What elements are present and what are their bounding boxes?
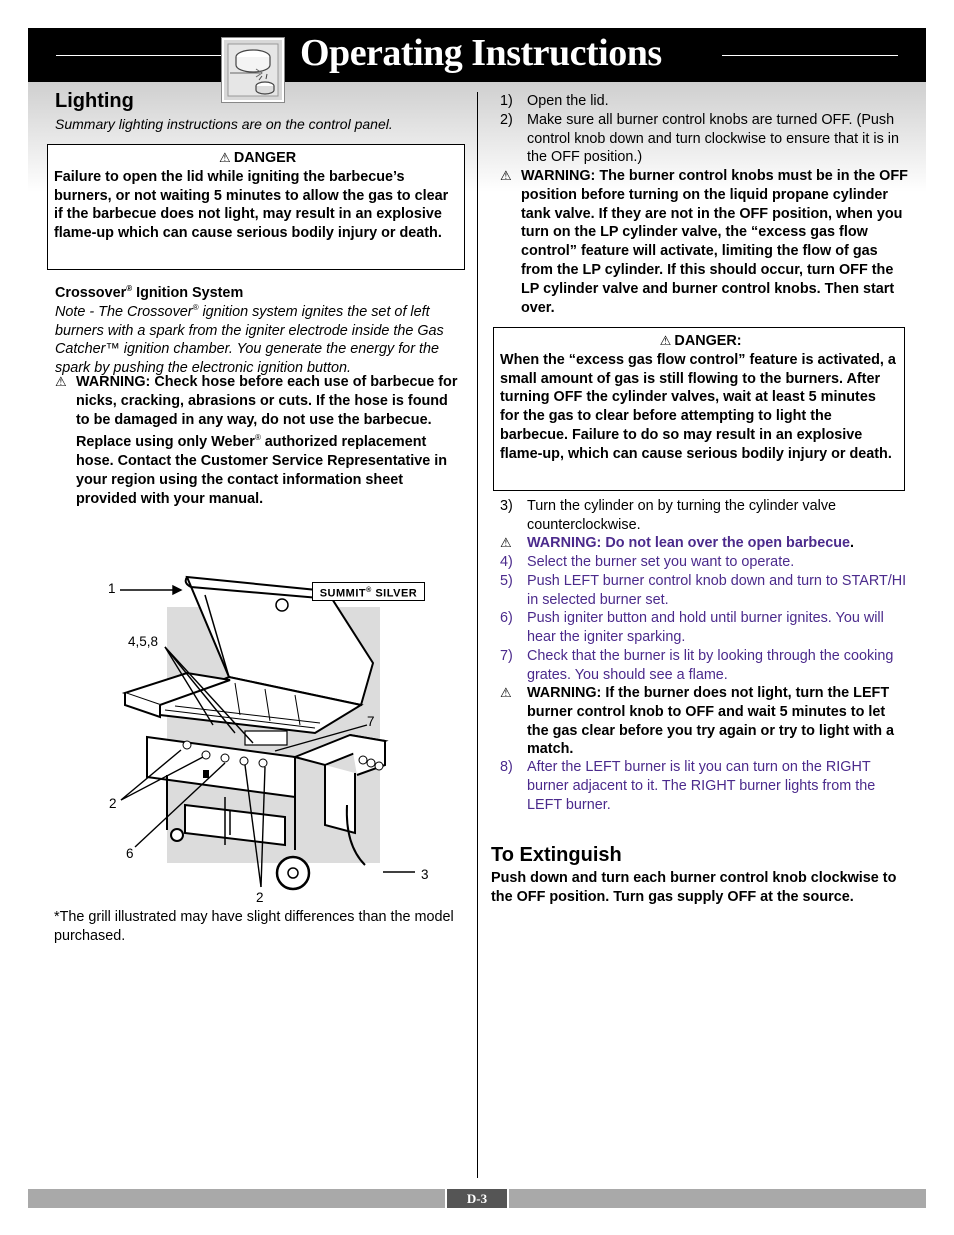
warning-triangle-icon: ⚠: [500, 685, 512, 700]
danger-title: ⚠ DANGER: [54, 149, 458, 168]
callout-3: 3: [421, 867, 429, 882]
danger-box-lid: [47, 144, 465, 270]
danger2-title: ⚠ DANGER:: [500, 332, 898, 351]
steps-1-2: [500, 92, 910, 167]
danger-box-gas-flow: [493, 327, 905, 491]
danger2-text: When the “excess gas flow control” feature is activated, a small amount of gas is still flowing to the burners. After turning OFF the cylinder valves, wait at least 5 minutes for the gas to clear before attempting to light the barbecue. Failure to do so may result in an explosive flame-up, which can cause serious bodily injury or death.: [500, 351, 896, 462]
step-3: 3) Turn the cylinder on by turning the cylinder valve counterclockwise.: [500, 498, 837, 533]
page-header: [28, 28, 926, 82]
step-2: 2) Make sure all burner control knobs are turned OFF. (Push control knob down and turn clockwise to ensure that it is in the OFF position.): [500, 111, 899, 166]
extinguish-text: Push down and turn each burner control knob clockwise to the OFF position. Turn gas supply OFF at the source.: [491, 870, 897, 905]
lighting-heading: Lighting: [55, 90, 134, 112]
step-8: 8) After the LEFT burner is lit you can turn on the RIGHT burner adjacent to it. The RIGHT burner lights from the LEFT burner.: [500, 759, 876, 813]
warning-triangle-icon: ⚠: [500, 168, 512, 183]
thermometer-icon: [276, 599, 288, 611]
knobs-warning: ⚠ WARNING: The burner control knobs must be in the OFF position before turning on the liquid propane cylinder tank valve. If they are not in the OFF position, when you turn on the LP cylinder valve, the “excess gas flow control” feature will activate, limiting the flow of gas from the LP cylinder. If this should occur, turn OFF the LP cylinder valve and burner control knobs. Then start over.: [500, 168, 908, 316]
step-4: 4) Select the burner set you want to operate.: [500, 554, 795, 570]
callout-4-5-8: 4,5,8: [128, 634, 159, 649]
grill-illustration: [95, 565, 440, 905]
warning-triangle-icon: ⚠: [500, 535, 512, 550]
step-5: 5) Push LEFT burner control knob down and turn to START/HI in selected burner set.: [500, 572, 907, 608]
step-3-list: [500, 497, 910, 535]
lean-warning: ⚠ WARNING: Do not lean over the open barbecue.: [500, 535, 855, 551]
step-1: 1) Open the lid.: [500, 93, 609, 109]
step-8-list: [500, 758, 910, 814]
callout-7: 7: [367, 714, 375, 729]
lighting-summary: Summary lighting instructions are on the control panel.: [55, 116, 393, 132]
page-number: D-3: [445, 1187, 509, 1210]
header-rule-right: [722, 55, 898, 56]
caster-wheel: [171, 829, 183, 841]
crossover-note: Note - The Crossover® ignition system ignites the set of left burners with a spark from the igniter electrode inside the Gas Catcher™ ignition chamber. You generate the energy for the spark by pushing the electronic ignition button.: [55, 303, 444, 377]
control-knob-icon: [222, 38, 284, 102]
step-7: 7) Check that the burner is lit by looking through the cooking grates. You should see a flame.: [500, 647, 894, 683]
callout-2-bottom: 2: [256, 890, 264, 905]
crossover-heading: Crossover® Ignition System: [55, 284, 244, 301]
page-title: Operating Instructions: [300, 32, 662, 74]
steps-4-7: [500, 553, 910, 685]
warning-triangle-icon: ⚠: [659, 333, 672, 348]
step-6: 6) Push igniter button and hold until burner ignites. You will hear the igniter sparking.: [500, 610, 884, 646]
grill-footnote: *The grill illustrated may have slight differences than the model purchased.: [54, 909, 454, 944]
extinguish-heading: To Extinguish: [491, 844, 622, 866]
warning-triangle-icon: ⚠: [55, 374, 67, 389]
hose-warning: ⚠ WARNING: Check hose before each use of barbecue for nicks, cracking, abrasions or cuts. If the hose is found to be damaged in any way, do not use the barbecue. Replace using only Weber® authorized replacement hose. Contact the Customer Service Representative in your region using the contact information sheet provided with your manual.: [55, 374, 458, 507]
brand-label: SUMMIT® SILVER: [312, 582, 425, 601]
danger-text: Failure to open the lid while igniting the barbecue’s burners, or not waiting 5 minutes to allow the gas to clear if the barbecue does not light, may result in an explosive flame-up which can cause serious bodily injury or death.: [54, 168, 449, 242]
callout-6: 6: [126, 846, 134, 861]
warning-triangle-icon: ⚠: [218, 150, 231, 165]
no-light-warning: ⚠ WARNING: If the burner does not light, turn the LEFT burner control knob to OFF and wait 5 minutes to let the gas clear before you try again or try to light with a match.: [500, 685, 895, 758]
column-divider: [477, 92, 478, 1178]
callout-1: 1: [108, 581, 116, 596]
callout-2-left: 2: [109, 796, 117, 811]
